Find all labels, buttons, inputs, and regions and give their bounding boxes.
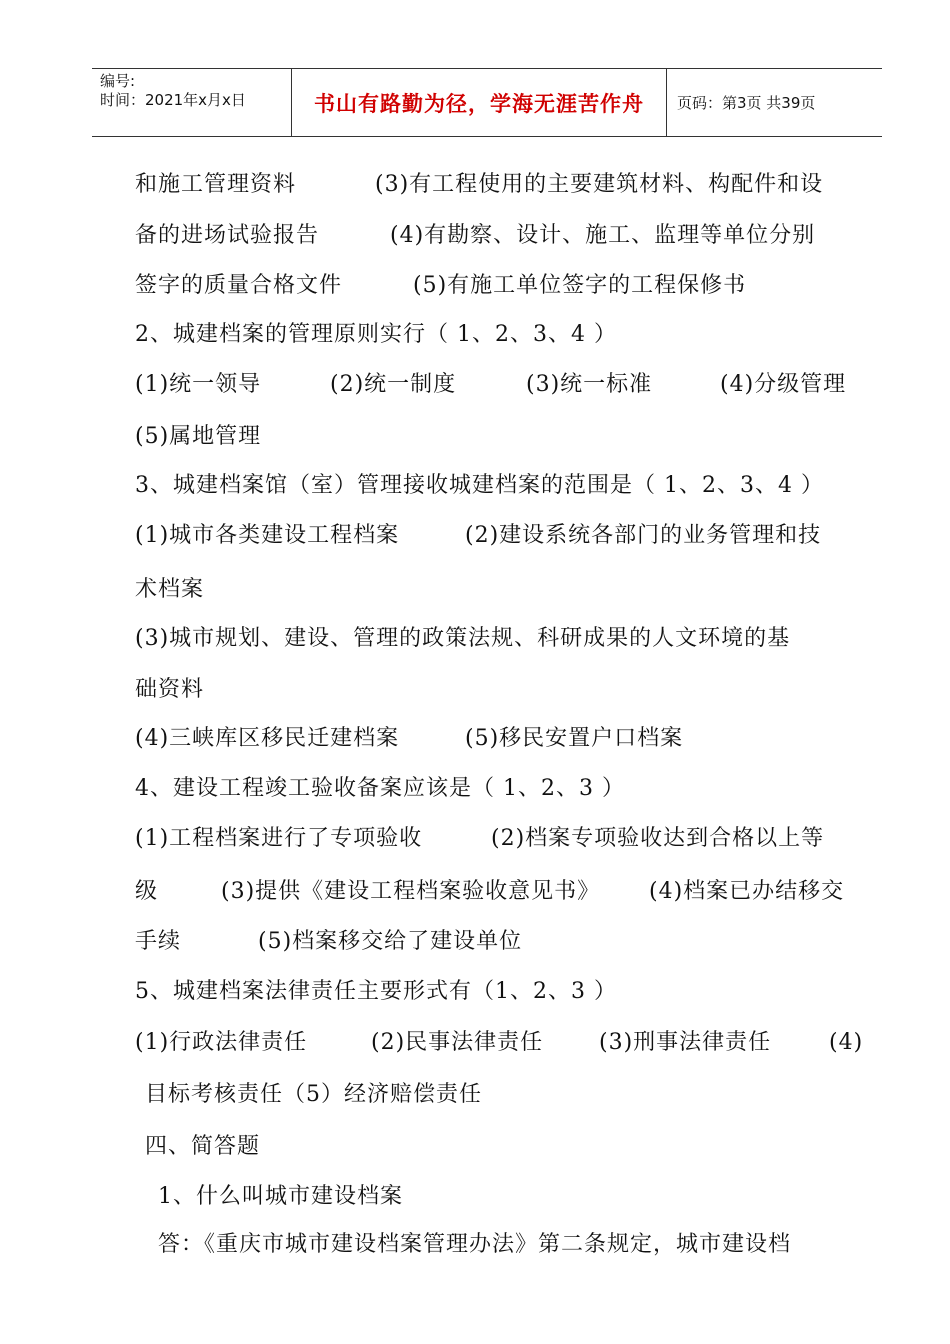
text-segment: (3)刑事法律责任	[599, 1030, 772, 1055]
text-segment: (4)三峡库区移民迁建档案	[135, 726, 400, 751]
time-label: 时间：2021年x月x日	[100, 91, 246, 109]
text-line	[158, 1182, 403, 1212]
text-segment: (3)统一标准	[526, 372, 653, 397]
text-segment: 答：《重庆市城市建设档案管理办法》第二条规定，城市建设档	[158, 1232, 792, 1257]
text-segment: 签字的质量合格文件	[135, 273, 343, 298]
text-segment: (3)提供《建设工程档案验收意见书》	[221, 879, 601, 904]
text-line	[135, 170, 823, 200]
text-segment: 级	[135, 879, 159, 904]
text-segment: 术档案	[135, 577, 205, 602]
text-segment: (4)分级管理	[720, 372, 847, 397]
text-line	[135, 422, 261, 452]
text-line	[135, 221, 815, 251]
text-segment: (4)有勘察、设计、施工、监理等单位分别	[390, 223, 816, 248]
text-line	[135, 877, 844, 907]
text-segment: 4、建设工程竣工验收备案应该是（ 1、2、3 ）	[135, 776, 625, 801]
text-segment: (1)工程档案进行了专项验收	[135, 826, 423, 851]
text-line	[135, 575, 204, 605]
text-segment: 1、什么叫城市建设档案	[158, 1184, 403, 1209]
page-number: 页码：第3页 共39页	[677, 94, 816, 112]
text-segment: 和施工管理资料	[135, 172, 297, 197]
text-line	[145, 1132, 260, 1162]
text-segment: 备的进场试验报告	[135, 223, 320, 248]
text-segment: (1)行政法律责任	[135, 1030, 308, 1055]
text-segment: (2)档案专项验收达到合格以上等	[491, 826, 825, 851]
text-segment: 目标考核责任（5）经济赔偿责任	[145, 1082, 482, 1107]
text-line	[135, 1028, 863, 1058]
text-line	[135, 824, 824, 854]
text-segment: (3)有工程使用的主要建筑材料、构配件和设	[375, 172, 824, 197]
text-line	[135, 521, 821, 551]
text-line	[135, 977, 617, 1007]
text-line	[135, 370, 846, 400]
text-segment: (2)民事法律责任	[371, 1030, 544, 1055]
text-segment: (2)统一制度	[330, 372, 457, 397]
text-line	[145, 1080, 482, 1110]
text-segment: (4)	[829, 1030, 864, 1055]
text-segment: (5)属地管理	[135, 424, 262, 449]
text-segment: 手续	[135, 929, 182, 954]
text-segment: (3)城市规划、建设、管理的政策法规、科研成果的人文环境的基	[135, 626, 791, 651]
text-line	[135, 774, 625, 804]
text-segment: (1)城市各类建设工程档案	[135, 523, 400, 548]
serial-label: 编号:	[100, 72, 136, 90]
text-segment: (4)档案已办结移交	[649, 879, 845, 904]
header-motto: 书山有路勤为径，学海无涯苦作舟	[292, 69, 667, 136]
text-segment: (5)档案移交给了建设单位	[258, 929, 523, 954]
text-segment: 础资料	[135, 677, 205, 702]
text-segment: 3、城建档案馆（室）管理接收城建档案的范围是（ 1、2、3、4 ）	[135, 473, 824, 498]
text-line	[135, 675, 204, 705]
text-segment: (1)统一领导	[135, 372, 262, 397]
text-line	[135, 271, 746, 301]
text-line	[158, 1230, 791, 1260]
text-segment: (5)移民安置户口档案	[465, 726, 684, 751]
text-segment: (5)有施工单位签字的工程保修书	[413, 273, 747, 298]
text-line	[135, 320, 617, 350]
text-line	[135, 724, 683, 754]
text-segment: 2、城建档案的管理原则实行（ 1、2、3、4 ）	[135, 322, 617, 347]
text-segment: (2)建设系统各部门的业务管理和技	[465, 523, 822, 548]
text-segment: 四、简答题	[145, 1134, 261, 1159]
text-line	[135, 624, 790, 654]
text-line	[135, 927, 522, 957]
text-line	[135, 471, 824, 501]
text-segment: 5、城建档案法律责任主要形式有（1、2、3 ）	[135, 979, 617, 1004]
